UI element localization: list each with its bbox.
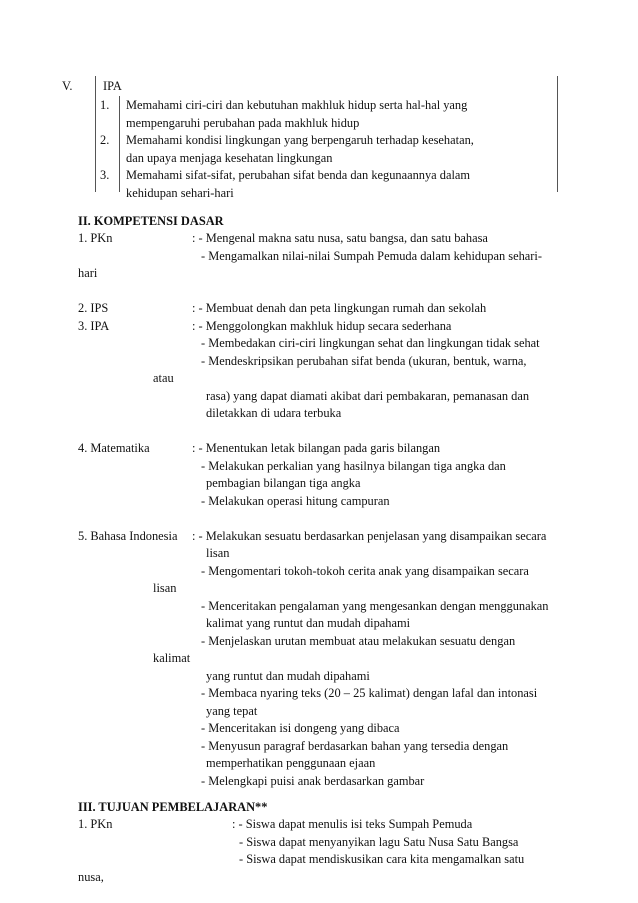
kd-line: memperhatikan penggunaan ejaan: [206, 756, 376, 770]
kd-line: - Menceritakan pengalaman yang mengesankan dengan menggunakan: [201, 599, 549, 613]
section-heading: III. TUJUAN PEMBELAJARAN**: [78, 800, 268, 814]
item-line: dan upaya menjaga kesehatan lingkungan: [126, 151, 333, 165]
kd-line: lisan: [206, 546, 230, 560]
subject-label: 3. IPA: [78, 319, 110, 333]
section-heading: II. KOMPETENSI DASAR: [78, 214, 224, 228]
kd-line: hari: [78, 266, 98, 280]
item-line: Memahami kondisi lingkungan yang berpengaruh terhadap kesehatan,: [126, 133, 474, 147]
kd-line: - Mengomentari tokoh-tokoh cerita anak yang disampaikan secara: [201, 564, 529, 578]
item-line: mempengaruhi perubahan pada makhluk hidup: [126, 116, 360, 130]
item-number: 1.: [100, 98, 110, 112]
tp-line: - Siswa dapat mendiskusikan cara kita mengamalkan satu: [239, 852, 525, 866]
subject-label: 5. Bahasa Indonesia: [78, 529, 178, 543]
kd-line: - Melakukan perkalian yang hasilnya bilangan tiga angka dan: [201, 459, 506, 473]
kd-line: - Mengamalkan nilai-nilai Sumpah Pemuda dalam kehidupan sehari-: [201, 249, 542, 263]
kd-line: - Menjelaskan urutan membuat atau melakukan sesuatu dengan: [201, 634, 516, 648]
item-line: Memahami sifat-sifat, perubahan sifat benda dan kegunaannya dalam: [126, 168, 471, 182]
subject-label: 1. PKn: [78, 231, 113, 245]
kd-line: : - Mengenal makna satu nusa, satu bangsa, dan satu bahasa: [192, 231, 488, 245]
subject-label: 2. IPS: [78, 301, 109, 315]
tp-line: nusa,: [78, 870, 104, 884]
kd-line: : - Menentukan letak bilangan pada garis bilangan: [192, 441, 441, 455]
kd-line: pembagian bilangan tiga angka: [206, 476, 361, 490]
subject-title: IPA: [103, 79, 122, 93]
kd-line: yang runtut dan mudah dipahami: [206, 669, 370, 683]
table-border-left: [95, 76, 96, 192]
tp-line: : - Siswa dapat menulis isi teks Sumpah Pemuda: [232, 817, 473, 831]
kd-line: kalimat: [153, 651, 191, 665]
kd-line: : - Membuat denah dan peta lingkungan rumah dan sekolah: [192, 301, 487, 315]
kd-line: rasa) yang dapat diamati akibat dari pembakaran, pemanasan dan: [206, 389, 530, 403]
subject-label: 1. PKn: [78, 817, 113, 831]
table-border-right: [557, 76, 558, 192]
kd-line: : - Menggolongkan makhluk hidup secara sederhana: [192, 319, 452, 333]
kd-line: kalimat yang runtut dan mudah dipahami: [206, 616, 411, 630]
tp-line: - Siswa dapat menyanyikan lagu Satu Nusa Satu Bangsa: [239, 835, 519, 849]
kd-line: yang tepat: [206, 704, 258, 718]
item-number: 3.: [100, 168, 110, 182]
kd-line: atau: [153, 371, 174, 385]
kd-line: - Menyusun paragraf berdasarkan bahan yang tersedia dengan: [201, 739, 509, 753]
kd-line: - Mendeskripsikan perubahan sifat benda (ukuran, bentuk, warna,: [201, 354, 527, 368]
kd-line: : - Melakukan sesuatu berdasarkan penjelasan yang disampaikan secara: [192, 529, 547, 543]
kd-line: diletakkan di udara terbuka: [206, 406, 342, 420]
item-line: Memahami ciri-ciri dan kebutuhan makhluk hidup serta hal-hal yang: [126, 98, 468, 112]
kd-line: - Membedakan ciri-ciri lingkungan sehat dan lingkungan tidak sehat: [201, 336, 540, 350]
kd-line: - Melakukan operasi hitung campuran: [201, 494, 390, 508]
item-line: kehidupan sehari-hari: [126, 186, 234, 200]
kd-line: - Membaca nyaring teks (20 – 25 kalimat) dengan lafal dan intonasi: [201, 686, 538, 700]
item-number: 2.: [100, 133, 110, 147]
roman-numeral: V.: [62, 79, 73, 93]
table-border-inner: [119, 96, 120, 192]
kd-line: - Menceritakan isi dongeng yang dibaca: [201, 721, 400, 735]
kd-line: - Melengkapi puisi anak berdasarkan gambar: [201, 774, 425, 788]
subject-label: 4. Matematika: [78, 441, 150, 455]
kd-line: lisan: [153, 581, 177, 595]
